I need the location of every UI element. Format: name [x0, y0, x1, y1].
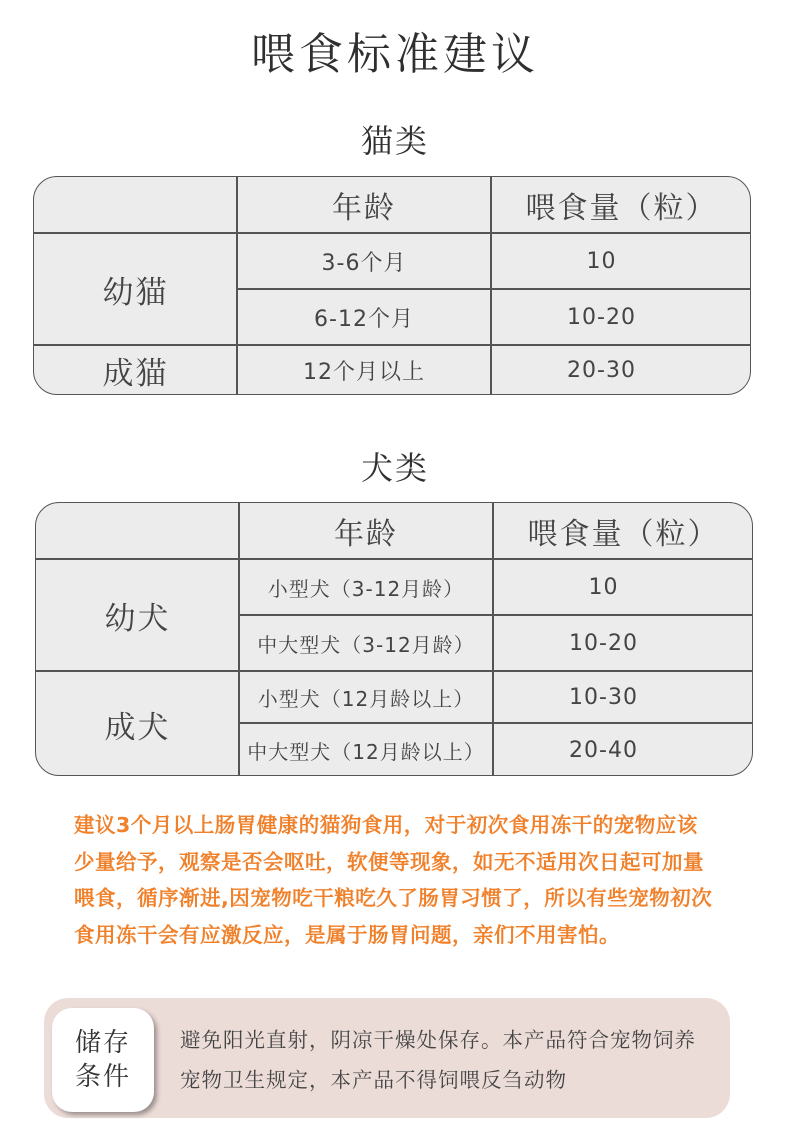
dog-row-age: 小型犬（12月龄以上）	[257, 686, 475, 711]
cat-row-age: 6-12个月	[314, 306, 414, 332]
dog-row-amount: 20-40	[569, 737, 638, 763]
table-divider	[492, 503, 494, 776]
cat-row-amount: 10-20	[567, 304, 636, 330]
dog-row-age: 中大型犬（3-12月龄）	[257, 632, 475, 657]
cat-feeding-table	[33, 176, 751, 395]
feeding-advice-note: 建议3个月以上肠胃健康的猫狗食用，对于初次食用冻干的宠物应该少量给予，观察是否会呕吐，软便等现象，如无不适用次日起可加量喂食，循序渐进,因宠物吃干粮吃久了肠胃习惯了，所以有些宠物初次食用冻干会有应激反应，是属于肠胃问题，亲们不用害怕。	[74, 813, 713, 947]
table-divider	[490, 177, 492, 395]
table-divider	[36, 558, 753, 560]
table-divider	[34, 344, 751, 346]
dog-feeding-table	[35, 502, 753, 776]
table-divider	[239, 614, 753, 616]
dog-header-amount: 喂食量（粒）	[527, 517, 720, 552]
table-divider	[238, 503, 240, 776]
dog-row-age: 中大型犬（12月龄以上）	[247, 739, 485, 764]
cat-header-age: 年龄	[332, 191, 396, 226]
cat-header-amount: 喂食量（粒）	[525, 191, 718, 226]
table-divider	[36, 670, 753, 672]
cat-row-amount: 20-30	[567, 358, 636, 383]
dog-header-age: 年龄	[334, 517, 398, 552]
storage-label	[52, 1008, 154, 1112]
storage-conditions-text: 避免阳光直射，阴凉干燥处保存。本产品符合宠物饲养宠物卫生规定，本产品不得饲喂反刍动物	[180, 1028, 696, 1092]
cat-group-kitten: 幼猫	[102, 274, 169, 311]
page-title: 喂食标准建议	[251, 29, 539, 80]
table-divider	[236, 177, 238, 395]
storage-label-line1: 储存	[74, 1028, 131, 1058]
cat-section-title: 猫类	[360, 122, 429, 160]
storage-label-line2: 条件	[74, 1062, 131, 1092]
cat-row-age: 12个月以上	[303, 360, 425, 385]
cat-group-adult: 成猫	[102, 356, 169, 392]
dog-group-adult: 成犬	[104, 709, 171, 746]
table-divider	[239, 722, 753, 724]
table-divider	[237, 288, 751, 290]
dog-row-age: 小型犬（3-12月龄）	[267, 576, 465, 601]
dog-row-amount: 10	[588, 574, 619, 600]
dog-row-amount: 10-30	[569, 684, 638, 710]
dog-row-amount: 10-20	[569, 630, 638, 656]
dog-group-puppy: 幼犬	[104, 600, 171, 637]
dog-section-title: 犬类	[360, 449, 429, 487]
cat-row-amount: 10	[586, 248, 617, 274]
cat-row-age: 3-6个月	[321, 250, 407, 276]
table-divider	[34, 232, 751, 234]
